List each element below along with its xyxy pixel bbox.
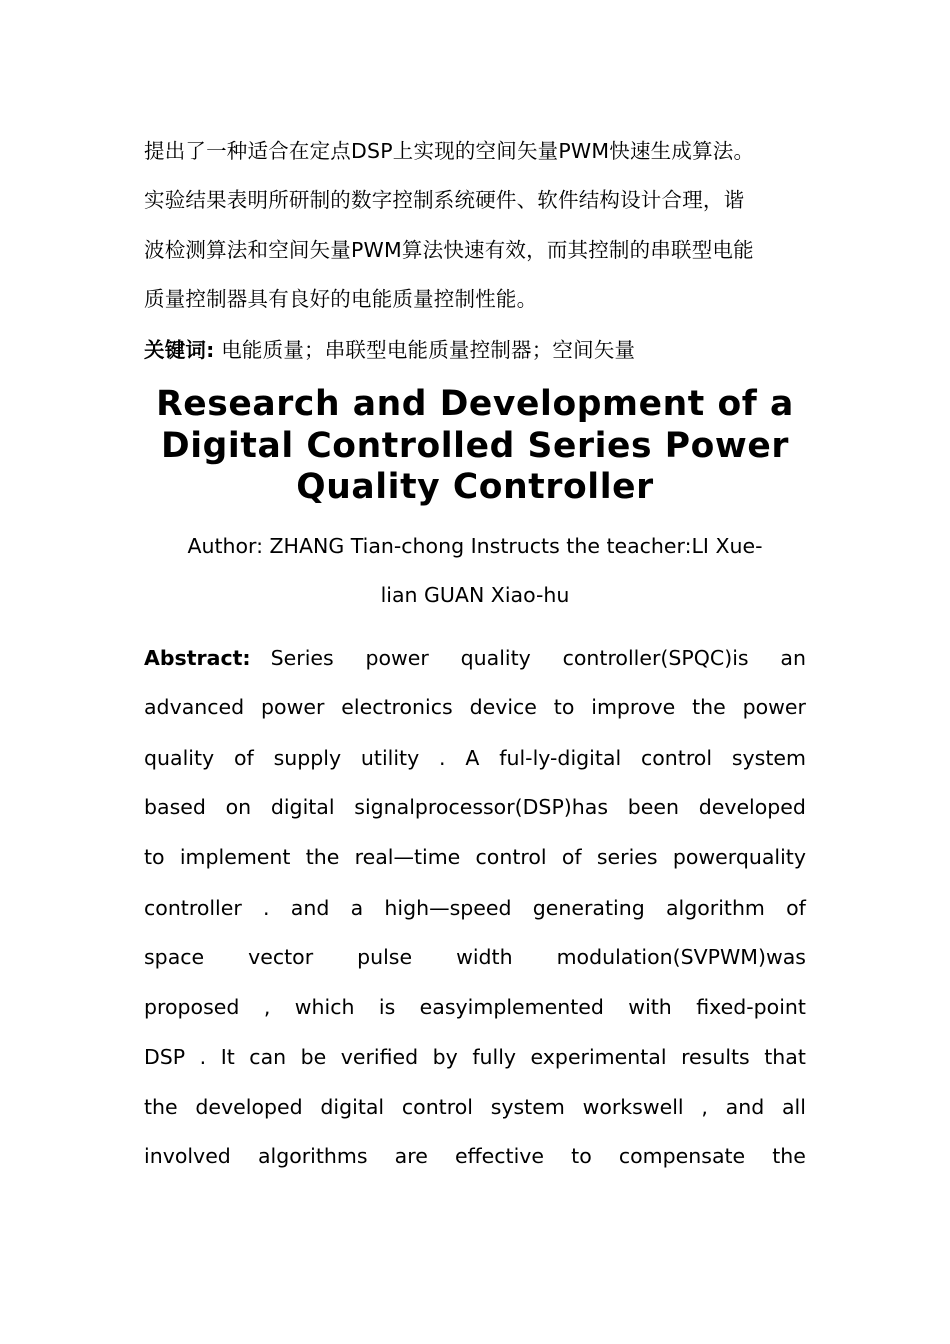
- abstract-word: results: [681, 1045, 750, 1069]
- abstract-word: ,: [263, 995, 271, 1019]
- abstract-word: utility: [360, 746, 420, 770]
- abstract-word: control: [640, 746, 713, 770]
- abstract-line-10: [144, 1092, 806, 1122]
- abstract-word: series: [596, 845, 658, 869]
- abstract-word: the: [144, 1095, 178, 1119]
- abstract-word: power: [365, 646, 429, 670]
- abstract-word: fully: [472, 1045, 517, 1069]
- abstract-word: to: [553, 695, 575, 719]
- abstract-word: developed: [698, 795, 806, 819]
- abstract-word: an: [780, 646, 806, 670]
- abstract-word: easyimplemented: [419, 995, 604, 1019]
- title-line-2: Digital Controlled Series Power: [160, 425, 790, 466]
- abstract-word: which: [294, 995, 355, 1019]
- abstract-word: of: [233, 746, 254, 770]
- abstract-word: by: [432, 1045, 458, 1069]
- keywords-label: 关键词:: [144, 338, 215, 362]
- abstract-word: of: [561, 845, 582, 869]
- abstract-word: width: [456, 945, 513, 969]
- abstract-word: are: [394, 1144, 428, 1168]
- abstract-word: control: [475, 845, 547, 869]
- abstract-word: vector: [248, 945, 314, 969]
- abstract-line-8: [144, 992, 806, 1022]
- abstract-word: experimental: [530, 1045, 667, 1069]
- abstract-line-4: [144, 792, 806, 822]
- abstract-word: pulse: [357, 945, 413, 969]
- abstract-word: ful-ly-digital: [499, 746, 622, 770]
- abstract-word: of: [786, 896, 806, 920]
- abstract-word: proposed: [144, 995, 240, 1019]
- keywords-line: [144, 335, 635, 365]
- abstract-word: involved: [144, 1144, 231, 1168]
- abstract-word: electronics: [341, 695, 453, 719]
- abstract-word: the: [305, 845, 340, 869]
- abstract-word: modulation(SVPWM)was: [556, 945, 806, 969]
- abstract-word: controller: [144, 896, 242, 920]
- abstract-line-7: [144, 942, 806, 972]
- abstract-word: the: [692, 695, 726, 719]
- abstract-line-6: [144, 893, 806, 923]
- abstract-word: power: [261, 695, 325, 719]
- author-line-2: lian GUAN Xiao-hu: [380, 583, 570, 607]
- abstract-word: based: [144, 795, 206, 819]
- abstract-word: digital: [320, 1095, 385, 1119]
- abstract-word: high—speed: [384, 896, 512, 920]
- abstract-line-1-text: [271, 643, 806, 673]
- abstract-word: improve: [591, 695, 676, 719]
- abstract-line-5: [144, 842, 806, 872]
- abstract-word: be: [300, 1045, 327, 1069]
- abstract-word: controller(SPQC)is: [562, 646, 749, 670]
- abstract-line-1: [144, 643, 806, 673]
- abstract-word: space: [144, 945, 205, 969]
- author-line-1: Author: ZHANG Tian-chong Instructs the teacher:LI Xue-: [187, 534, 763, 558]
- abstract-word: verified: [340, 1045, 419, 1069]
- abstract-word: to: [144, 845, 165, 869]
- abstract-word: developed: [195, 1095, 303, 1119]
- abstract-word: device: [469, 695, 537, 719]
- abstract-line-2: [144, 692, 806, 722]
- abstract-word: effective: [454, 1144, 545, 1168]
- abstract-line-3: [144, 743, 806, 773]
- abstract-word: .: [439, 746, 446, 770]
- abstract-word: that: [764, 1045, 806, 1069]
- abstract-word: power: [742, 695, 806, 719]
- abstract-word: and: [725, 1095, 765, 1119]
- abstract-line-11: [144, 1141, 806, 1171]
- abstract-word: to: [571, 1144, 592, 1168]
- title-line-3: Quality Controller: [296, 467, 654, 507]
- paper-title: [134, 384, 816, 509]
- abstract-word: been: [627, 795, 679, 819]
- abstract-word: Series: [270, 646, 334, 670]
- abstract-word: It: [220, 1045, 235, 1069]
- abstract-word: DSP: [144, 1045, 186, 1069]
- abstract-word: the: [772, 1144, 806, 1168]
- abstract-line-9: [144, 1042, 806, 1072]
- abstract-word: A: [465, 746, 480, 770]
- abstract-word: advanced: [144, 695, 245, 719]
- keywords-text: 电能质量；串联型电能质量控制器；空间矢量: [221, 338, 636, 362]
- abstract-word: real—time: [354, 845, 461, 869]
- abstract-word: and: [290, 896, 330, 920]
- chinese-abstract-line-4: 质量控制器具有良好的电能质量控制性能。: [144, 287, 538, 311]
- abstract-word: all: [781, 1095, 806, 1119]
- title-line-1: Research and Development of a: [156, 384, 794, 424]
- abstract-word: workswell: [582, 1095, 684, 1119]
- abstract-word: quality: [460, 646, 531, 670]
- abstract-word: system: [490, 1095, 565, 1119]
- abstract-word: .: [199, 1045, 207, 1069]
- abstract-word: implement: [179, 845, 291, 869]
- abstract-word: is: [378, 995, 396, 1019]
- abstract-word: quality: [144, 746, 215, 770]
- abstract-word: can: [249, 1045, 287, 1069]
- abstract-label: Abstract:: [144, 646, 251, 670]
- abstract-word: supply: [273, 746, 342, 770]
- abstract-word: with: [628, 995, 672, 1019]
- abstract-word: fixed-point: [696, 995, 806, 1019]
- abstract-word: .: [263, 896, 270, 920]
- abstract-word: control: [401, 1095, 473, 1119]
- abstract-word: powerquality: [672, 845, 806, 869]
- abstract-word: compensate: [618, 1144, 746, 1168]
- chinese-abstract-line-3: 波检测算法和空间矢量PWM算法快速有效，而其控制的串联型电能: [144, 238, 754, 262]
- chinese-abstract-line-2: 实验结果表明所研制的数字控制系统硬件、软件结构设计合理，谐: [144, 188, 745, 212]
- abstract-word: digital: [270, 795, 335, 819]
- abstract-word: a: [350, 896, 364, 920]
- abstract-word: signalprocessor(DSP)has: [354, 795, 609, 819]
- abstract-word: generating: [532, 896, 645, 920]
- abstract-word: on: [225, 795, 252, 819]
- abstract-word: ,: [701, 1095, 708, 1119]
- abstract-word: algorithms: [257, 1144, 368, 1168]
- abstract-word: algorithm: [665, 896, 765, 920]
- abstract-word: system: [731, 746, 806, 770]
- chinese-abstract-line-1: 提出了一种适合在定点DSP上实现的空间矢量PWM快速生成算法。: [144, 139, 755, 163]
